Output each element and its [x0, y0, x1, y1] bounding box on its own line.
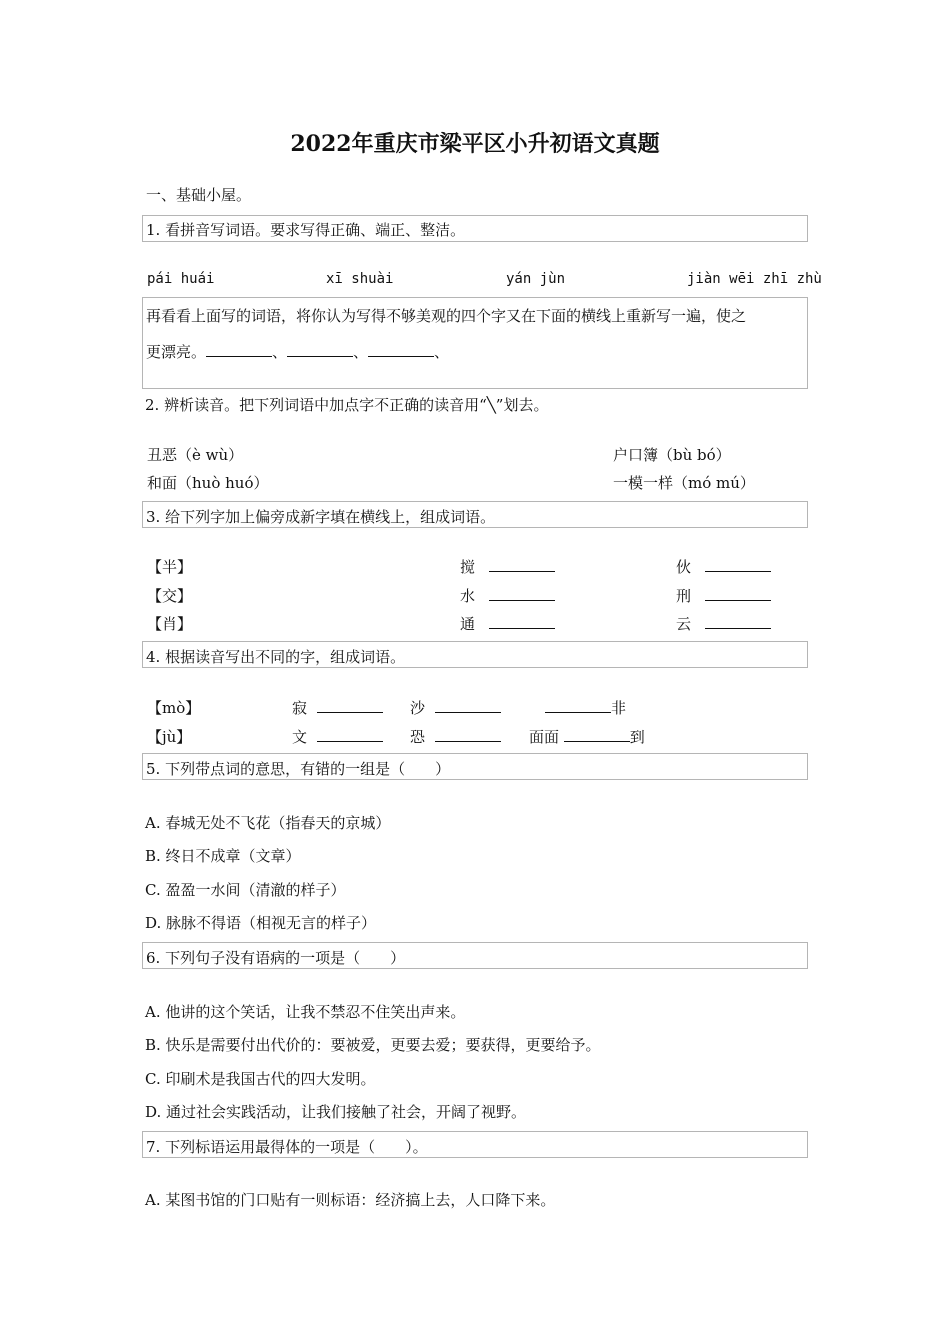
radical-word: 通 — [460, 613, 555, 634]
option-c: C. 印刷术是我国古代的四大发明。 — [145, 1070, 376, 1088]
radical-key: 【交】 — [147, 587, 193, 605]
homophone-word: 文 — [292, 726, 383, 747]
answer-blank[interactable] — [317, 699, 383, 713]
question-4-box — [142, 641, 808, 668]
instruction-line: 再看看上面写的词语，将你认为写得不够美观的四个字又在下面的横线上重新写一遍，使之 — [146, 307, 747, 325]
answer-blank[interactable] — [435, 728, 501, 742]
option-b: B. 终日不成章（文章） — [145, 847, 301, 865]
answer-blank[interactable] — [564, 728, 630, 742]
option-a: A. 某图书馆的门口贴有一则标语：经济搞上去，人口降下来。 — [145, 1191, 556, 1209]
option-d: D. 通过社会实践活动，让我们接触了社会，开阔了视野。 — [145, 1103, 527, 1121]
option-a: A. 他讲的这个笑话，让我不禁忍不住笑出声来。 — [145, 1003, 466, 1021]
answer-blank[interactable] — [317, 728, 383, 742]
question-7-label: 7. 下列标语运用最得体的一项是（ ）。 — [146, 1138, 428, 1156]
answer-blank[interactable] — [368, 343, 434, 357]
reading-item: 和面（huò huó） — [147, 474, 269, 492]
option-c: C. 盈盈一水间（清澈的样子） — [145, 881, 346, 899]
reading-item: 丑恶（è wù） — [147, 446, 244, 464]
question-6-label: 6. 下列句子没有语病的一项是（ ） — [146, 949, 406, 967]
answer-blank[interactable] — [705, 615, 771, 629]
separator: 、 — [353, 343, 369, 361]
homophone-word: 沙 — [410, 697, 501, 718]
answer-blank[interactable] — [435, 699, 501, 713]
question-3-box — [142, 501, 808, 528]
homophone-word: 面面 到 — [529, 728, 645, 746]
question-4-label: 4. 根据读音写出不同的字，组成词语。 — [146, 648, 406, 666]
option-d: D. 脉脉不得语（相视无言的样子） — [145, 914, 377, 932]
question-1-box — [142, 215, 808, 242]
separator: 、 — [272, 343, 288, 361]
answer-blank[interactable] — [489, 587, 555, 601]
pinyin-item: pái huái — [147, 271, 215, 287]
homophone-word: 恐 — [410, 726, 501, 747]
pinyin-key: 【jù】 — [147, 728, 192, 746]
radical-key: 【半】 — [147, 558, 193, 576]
option-b: B. 快乐是需要付出代价的：要被爱，更要去爱；要获得，更要给予。 — [145, 1036, 601, 1054]
question-6-box — [142, 942, 808, 969]
radical-key: 【肖】 — [147, 615, 193, 633]
radical-word: 水 — [460, 585, 555, 606]
answer-blank[interactable] — [206, 343, 272, 357]
question-1-instruction-box — [142, 297, 808, 389]
question-5-label: 5. 下列带点词的意思，有错的一组是（ ） — [146, 760, 451, 778]
question-5-box — [142, 753, 808, 780]
reading-item: 一模一样（mó mú） — [613, 474, 755, 492]
radical-word: 搅 — [460, 556, 555, 577]
answer-blank[interactable] — [545, 699, 611, 713]
pinyin-key: 【mò】 — [147, 699, 201, 717]
radical-word: 云 — [676, 613, 771, 634]
separator: 、 — [434, 343, 450, 361]
reading-item: 户口簿（bù bó） — [613, 446, 731, 464]
pinyin-item: yán jùn — [506, 271, 566, 287]
question-3-label: 3. 给下列字加上偏旁成新字填在横线上，组成词语。 — [146, 508, 496, 526]
answer-blank[interactable] — [489, 615, 555, 629]
homophone-word: 非 — [545, 697, 626, 718]
question-1-label: 1. 看拼音写词语。要求写得正确、端正、整洁。 — [146, 221, 466, 239]
answer-blank[interactable] — [489, 558, 555, 572]
option-a: A. 春城无处不飞花（指春天的京城） — [145, 814, 391, 832]
radical-word: 伙 — [676, 556, 771, 577]
answer-blank[interactable] — [705, 587, 771, 601]
radical-word: 刑 — [676, 585, 771, 606]
pinyin-item: jiàn wēi zhī zhù — [687, 271, 822, 287]
rewrite-line — [146, 341, 449, 362]
question-2-label: 2. 辨析读音。把下列词语中加点字不正确的读音用“╲”划去。 — [145, 396, 549, 414]
homophone-word: 寂 — [292, 697, 383, 718]
answer-blank[interactable] — [287, 343, 353, 357]
question-7-box — [142, 1131, 808, 1158]
pinyin-item: xī shuài — [326, 271, 394, 287]
instruction-prefix: 更漂亮。 — [146, 343, 207, 361]
page-title: 2022年重庆市梁平区小升初语文真题 — [290, 131, 660, 157]
section-heading: 一、基础小屋。 — [146, 186, 252, 204]
answer-blank[interactable] — [705, 558, 771, 572]
